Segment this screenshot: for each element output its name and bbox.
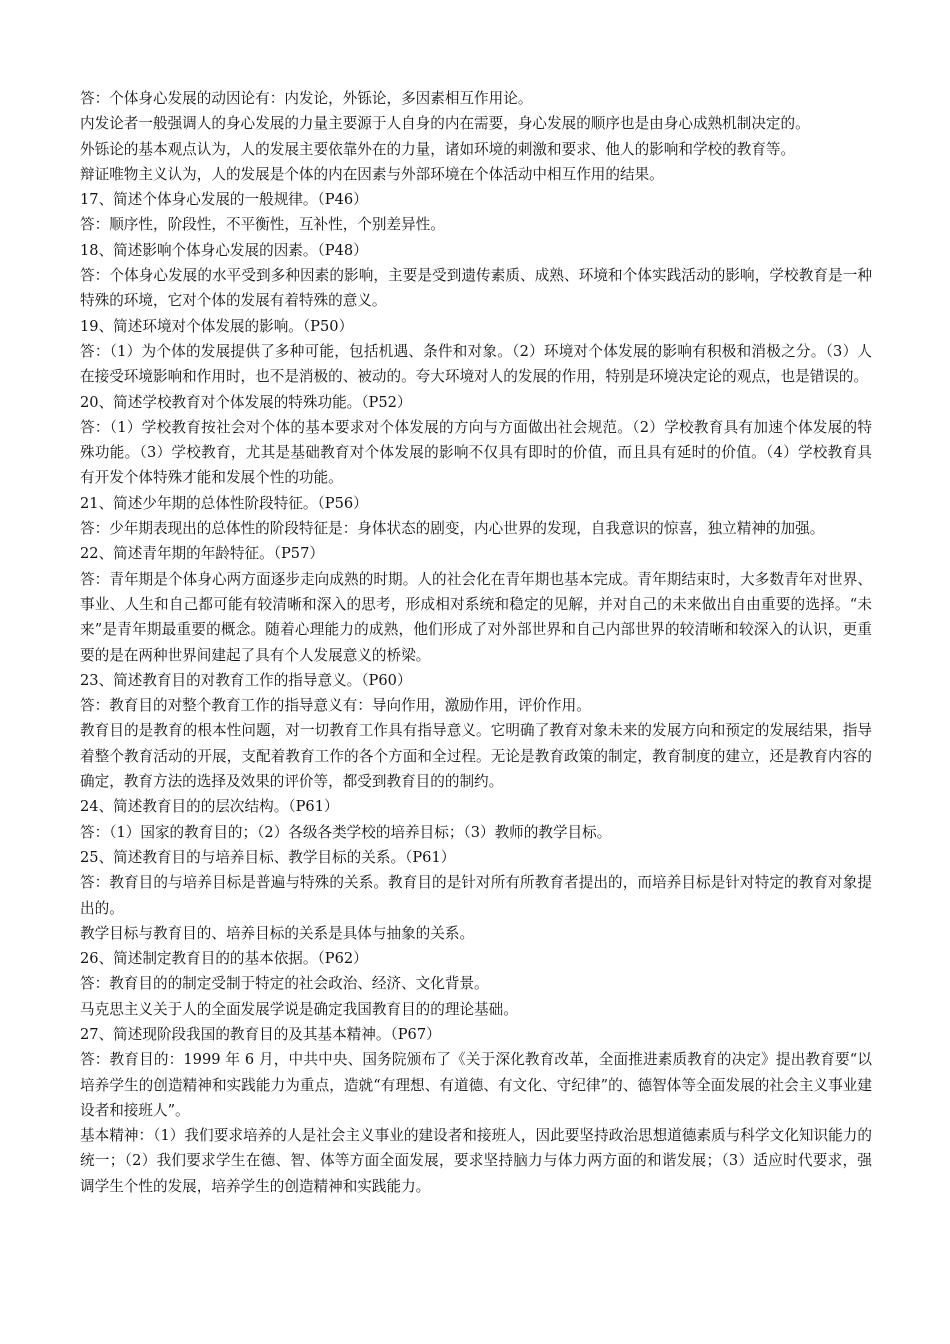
question-heading: 22、简述青年期的年龄特征。（P57）	[80, 545, 324, 563]
question-heading: 17、简述个体身心发展的一般规律。（P46）	[80, 191, 368, 209]
answer-paragraph: 答：少年期表现出的总体性的阶段特征是：身体状态的剧变，内心世界的发现，自我意识的惊喜，独立精神的加强。	[80, 520, 825, 538]
answer-paragraph: 答：教育目的对整个教育工作的指导意义有：导向作用，激励作用，评价作用。	[80, 697, 591, 715]
question-heading: 19、简述环境对个体发展的影响。（P50）	[80, 317, 354, 335]
answer-paragraph: 答：教育目的与培养目标是普遍与特殊的关系。教育目的是针对所有所教育者提出的，而培养目标是针对特定的教育对象提出的。	[80, 874, 872, 917]
answer-paragraph: 答：青年期是个体身心两方面逐步走向成熟的时期。人的社会化在青年期也基本完成。青年期结束时，大多数青年对世界、事业、人生和自己都可能有较清晰和深入的思考，形成相对系统和稳定的见解，并对自己的未来做出自由重要的选择。“未来”是青年期最重要的概念。随着心理能力的成熟，他们形成了对外部世界和自己内部世界的较清晰和较深入的认识，更重要的是在两种世界间建起了具有个人发展意义的桥梁。	[80, 570, 872, 664]
answer-paragraph: 答：（1）为个体的发展提供了多种可能，包括机遇、条件和对象。（2）环境对个体发展的影响有积极和消极之分。（3）人在接受环境影响和作用时，也不是消极的、被动的。夸大环境对人的发展的作用，特别是环境决定论的观点，也是错误的。	[80, 342, 872, 386]
answer-paragraph: 内发论者一般强调人的身心发展的力量主要源于人自身的内在需要，身心发展的顺序也是由身心成熟机制决定的。	[80, 115, 810, 133]
answer-paragraph: 教育目的是教育的根本性问题，对一切教育工作具有指导意义。它明确了教育对象未来的发展方向和预定的发展结果，指导着整个教育活动的开展，支配着教育工作的各个方面和全过程。无论是教育政策的制定，教育制度的建立，还是教育内容的确定，教育方法的选择及效果的评价等，都受到教育目的的制约。	[80, 722, 872, 791]
answer-paragraph: 答：教育目的的制定受制于特定的社会政治、经济、文化背景。	[80, 975, 489, 993]
question-heading: 27、简述现阶段我国的教育目的及其基本精神。（P67）	[80, 1025, 441, 1043]
answer-paragraph: 答：个体身心发展的动因论有：内发论，外铄论，多因素相互作用论。	[80, 90, 533, 107]
question-heading: 25、简述教育目的与培养目标、教学目标的关系。（P61）	[80, 848, 456, 866]
answer-paragraph: 马克思主义关于人的全面发展学说是确定我国教育目的的理论基础。	[80, 1000, 518, 1018]
answer-paragraph: 辩证唯物主义认为，人的发展是个体的内在因素与外部环境在个体活动中相互作用的结果。	[80, 165, 664, 183]
answer-paragraph: 答：个体身心发展的水平受到多种因素的影响，主要是受到遗传素质、成熟、环境和个体实践活动的影响，学校教育是一种特殊的环境，它对个体的发展有着特殊的意义。	[80, 267, 872, 310]
question-heading: 20、简述学校教育对个体发展的特殊功能。（P52）	[80, 393, 412, 411]
question-heading: 23、简述教育目的对教育工作的指导意义。（P60）	[80, 671, 412, 689]
answer-paragraph: 答：顺序性，阶段性，不平衡性，互补性，个别差异性。	[80, 216, 445, 234]
question-heading: 21、简述少年期的总体性阶段特征。（P56）	[80, 494, 368, 512]
question-heading: 26、简述制定教育目的的基本依据。（P62）	[80, 950, 368, 968]
document-page	[80, 86, 872, 1199]
answer-paragraph: 答：教育目的：1999 年 6 月，中共中央、国务院颁布了《关于深化教育改革，全面推进素质教育的决定》提出教育要“以培养学生的创造精神和实践能力为重点，造就“有理想、有道德、有文化、守纪律”的、德智体等全面发展的社会主义事业建设者和接班人”。	[80, 1051, 872, 1119]
answer-paragraph: 基本精神：（1）我们要求培养的人是社会主义事业的建设者和接班人，因此要坚持政治思想道德素质与科学文化知识能力的统一；（2）我们要求学生在德、智、体等方面全面发展，要求坚持脑力与体力两方面的和谐发展；（3）适应时代要求，强调学生个性的发展，培养学生的创造精神和实践能力。	[80, 1127, 872, 1195]
question-heading: 18、简述影响个体身心发展的因素。（P48）	[80, 241, 368, 259]
answer-paragraph: 教学目标与教育目的、培养目标的关系是具体与抽象的关系。	[80, 924, 475, 942]
answer-paragraph: 答：（1）学校教育按社会对个体的基本要求对个体发展的方向与方面做出社会规范。（2）学校教育具有加速个体发展的特殊功能。（3）学校教育，尤其是基础教育对个体发展的影响不仅具有即时的价值，而且具有延时的价值。（4）学校教育具有开发个体特殊才能和发展个性的功能。	[80, 418, 872, 487]
question-heading: 24、简述教育目的的层次结构。（P61）	[80, 798, 339, 816]
answer-paragraph: 答：（1）国家的教育目的；（2）各级各类学校的培养目标；（3）教师的教学目标。	[80, 823, 612, 841]
answer-paragraph: 外铄论的基本观点认为，人的发展主要依靠外在的力量，诸如环境的刺激和要求、他人的影响和学校的教育等。	[80, 140, 796, 158]
